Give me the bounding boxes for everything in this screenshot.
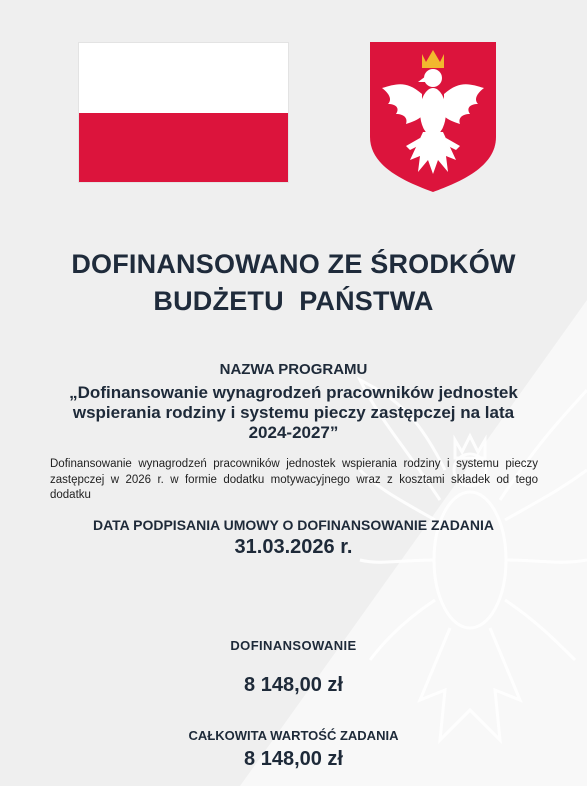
funding-label: DOFINANSOWANIE — [230, 638, 357, 653]
program-description: Dofinansowanie wynagrodzeń pracowników jednostek wspierania rodziny i systemu pieczy zastępczej w 2026 r. w formie dodatku motywacyjnego wraz z kosztami składek od tego dodatku — [50, 458, 538, 501]
polish-flag-icon — [79, 43, 288, 182]
total-value-amount: 8 148,00 zł — [244, 748, 343, 770]
agreement-date-value: 31.03.2026 r. — [234, 536, 353, 558]
title-line-1: DOFINANSOWANO ZE ŚRODKÓW — [71, 249, 516, 279]
program-name: „Dofinansowanie wynagrodzeń pracowników jednostek wspierania rodziny i systemu pieczy zastępczej na lata 2024-2027” — [69, 383, 518, 442]
agreement-date-label: DATA PODPISANIA UMOWY O DOFINANSOWANIE ZADANIA — [92, 517, 495, 533]
title-line-2: BUDŻETU PAŃSTWA — [153, 286, 434, 316]
flag-white-stripe — [79, 43, 288, 113]
program-label: NAZWA PROGRAMU — [219, 361, 368, 378]
flag-red-stripe — [79, 113, 288, 183]
polish-eagle-icon — [370, 42, 496, 192]
total-value-label: CAŁKOWITA WARTOŚĆ ZADANIA — [188, 728, 399, 743]
page-title — [0, 246, 587, 320]
funding-value: 8 148,00 zł — [244, 674, 343, 696]
